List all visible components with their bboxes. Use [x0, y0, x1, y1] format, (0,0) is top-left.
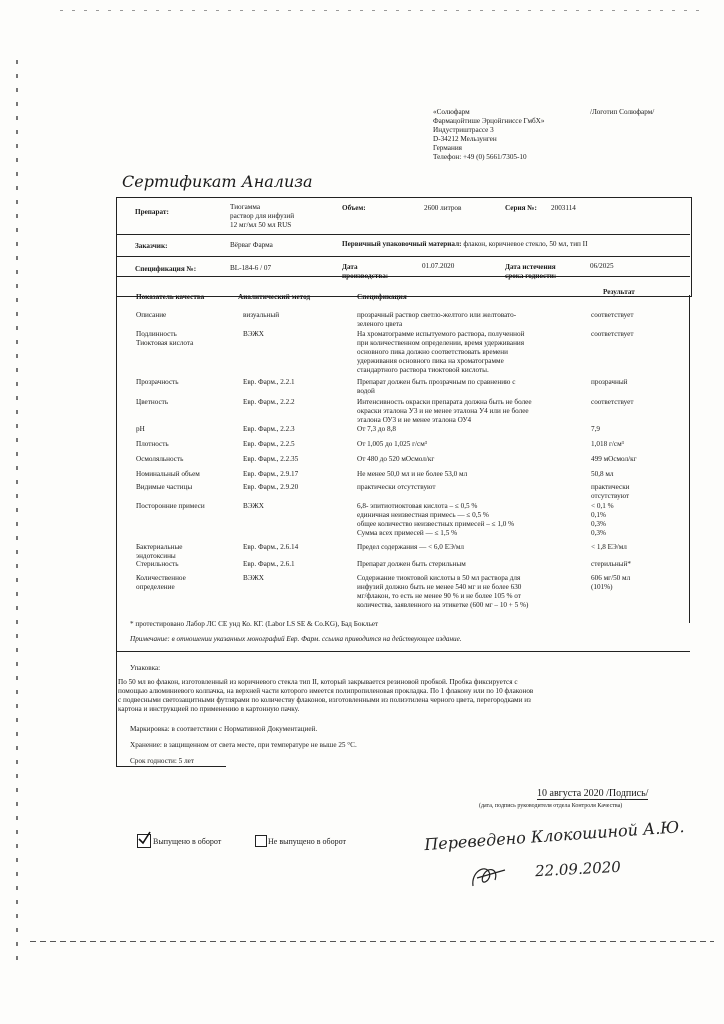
packaging-line: картона и инструкцией по применению в картонную пачку.	[118, 705, 300, 713]
product-label: Препарат:	[135, 208, 169, 216]
row-spec	[357, 378, 595, 396]
row-quality-line: Видимые частицы	[136, 483, 193, 491]
row-spec-line: удерживания основного пика на хроматограмме	[357, 357, 504, 365]
batch-value: 2003114	[551, 204, 576, 212]
row-result-line: соответствует	[591, 398, 634, 406]
row-quality	[136, 378, 236, 387]
row-result-line: 606 мг/50 мл	[591, 574, 631, 582]
row-quality-line: Осмоляльность	[136, 455, 184, 463]
row-quality-line: Бактериальные	[136, 543, 183, 551]
row-method: Евр. Фарм., 2.6.14	[243, 543, 299, 551]
row-method: Евр. Фарм., 2.6.1	[243, 560, 295, 568]
row-quality-line: определение	[136, 583, 175, 591]
row-method: Евр. Фарм., 2.2.5	[243, 440, 295, 448]
handwritten-signature-icon	[465, 858, 515, 894]
row-quality	[136, 574, 236, 592]
row-quality	[136, 470, 236, 479]
row-quality-line: Подлинность	[136, 330, 177, 338]
batch-label: Серия №:	[505, 204, 537, 212]
row-quality	[136, 311, 236, 320]
checkmark-icon	[137, 831, 151, 845]
col-result: Результат	[603, 288, 635, 296]
row-quality-line: Посторонние примеси	[136, 502, 205, 510]
logo-note: /Логотип Солюфарм/	[590, 108, 655, 116]
row-spec	[357, 330, 595, 375]
row-spec-line: при количественном определении, время удерживания	[357, 339, 525, 347]
document-title: Сертификат Анализа	[122, 172, 313, 191]
tested-by-note: * протестировано Лабор ЛС СЕ унд Ко. КГ. (Labor LS SE & Co.KG), Бад Бокльет	[130, 620, 379, 628]
signature-caption: (дата, подпись руководителя отдела Контроля Качества)	[479, 803, 623, 809]
row-result	[591, 378, 686, 387]
row-spec-line: Содержание тиоктовой кислоты в 50 мл раствора для	[357, 574, 521, 582]
row-result	[591, 440, 686, 449]
spec-label: Спецификация №:	[135, 265, 197, 273]
marking-text: Маркировка: в соответствии с Нормативной Документацией.	[130, 725, 318, 733]
row-result	[591, 574, 686, 592]
packaging-text	[118, 678, 690, 714]
row-quality	[136, 330, 236, 348]
released-label: Выпущено в оборот	[153, 837, 222, 846]
row-spec-line: 6,8- эпитиотиоктовая кислота – ≤ 0,5 %	[357, 502, 478, 510]
row-method: ВЭЖХ	[243, 330, 264, 338]
row-spec-line: Сумма всех примесей –– ≤ 1,5 %	[357, 529, 458, 537]
row-spec-line: Препарат должен быть прозрачным по сравнению с	[357, 378, 516, 386]
row-result-line: отсутствуют	[591, 492, 630, 500]
row-result	[591, 311, 686, 320]
row-spec-line: стандартного раствора тиоктовой кислоты.	[357, 366, 489, 374]
row-result-line: 50,8 мл	[591, 470, 614, 478]
row-spec	[357, 543, 595, 552]
released-checkbox[interactable]	[137, 834, 151, 848]
row-quality-line: Описание	[136, 311, 167, 319]
row-result-line: стерильный*	[591, 560, 631, 568]
header-divider	[116, 256, 690, 257]
volume-value: 2600 литров	[424, 204, 462, 212]
row-spec	[357, 574, 595, 610]
table-border-left	[116, 295, 117, 767]
expiry-value: 06/2025	[590, 262, 614, 270]
manufacturer-label: Заказчик:	[135, 242, 168, 250]
company-street: Индустриштрассе 3	[433, 126, 494, 134]
company-city: D-34212 Мельзунген	[433, 135, 497, 143]
scan-artifact-bottom	[30, 941, 714, 942]
product-line: раствор для инфузий	[230, 212, 295, 220]
row-result	[591, 425, 686, 434]
row-result	[591, 455, 686, 464]
packaging-line: с подвесными светозащитными футлярами по количеству флаконов, изготовленными из полиэтилена черного цвета, перегородками из	[118, 696, 531, 704]
row-spec-line: прозрачный раствор светло-желтого или желтовато-	[357, 311, 517, 319]
shelf-life-text: Срок годности: 5 лет	[130, 757, 194, 765]
company-country: Германия	[433, 144, 462, 152]
row-spec-line: инфузий должно быть не менее 540 мг и не более 630	[357, 583, 522, 591]
row-result	[591, 398, 686, 407]
row-spec-line: количества, заявленного на этикетке (600 мг – 10 + 5 %)	[357, 601, 529, 609]
date-prod-label-2: производства:	[342, 272, 389, 280]
packaging-line: помощью алюминиевого колпачка, на верхней части которого имеется полипропиленовая прокладка. По 1 флакону или по 10 флаконов	[118, 687, 534, 695]
date-prod-label	[342, 263, 388, 281]
remark-note: Примечание: в отношении указанных монографий Евр. Фарм. ссылка приводится на действующее издание.	[130, 635, 462, 643]
scan-artifact-left	[16, 60, 18, 960]
row-result-line: 1,018 г/см³	[591, 440, 624, 448]
expiry-label-2: срока годности:	[505, 272, 557, 280]
expiry-label-1: Дата истечения	[505, 263, 556, 271]
row-spec-line: общее количество неизвестных примесей – ≤ 1,0 %	[357, 520, 515, 528]
row-spec-line: водой	[357, 387, 375, 395]
row-spec-line: На хроматограмме испытуемого раствора, полученной	[357, 330, 525, 338]
row-method: Евр. Фарм., 2.2.2	[243, 398, 295, 406]
row-spec	[357, 425, 595, 434]
row-spec-line: окраски эталона У3 и не менее эталона У4 или не более	[357, 407, 529, 415]
row-spec	[357, 311, 595, 329]
row-spec-line: зеленого цвета	[357, 320, 403, 328]
col-quality: Показатель качества	[136, 293, 205, 301]
table-border-right	[689, 295, 690, 623]
manufacturer-value: Вёрваг Фарма	[230, 241, 273, 249]
row-quality	[136, 560, 236, 569]
primary-pack-value: флакон, коричневое стекло, 50 мл, тип II	[463, 240, 588, 248]
packaging-label: Упаковка:	[130, 664, 161, 672]
signature-date-line	[537, 788, 648, 799]
primary-pack-label: Первичный упаковочный материал:	[342, 240, 462, 248]
row-quality	[136, 425, 236, 434]
primary-pack	[342, 240, 587, 249]
row-spec	[357, 560, 595, 569]
header-divider	[116, 234, 690, 235]
col-method: Аналитический метод	[238, 293, 311, 301]
row-quality-line: Цветность	[136, 398, 169, 406]
not-released-label: Не выпущено в оборот	[268, 837, 346, 846]
row-spec	[357, 455, 595, 464]
row-result	[591, 330, 686, 339]
row-quality-line: pH	[136, 425, 145, 433]
company-name: «Солюфарм	[433, 108, 470, 116]
packaging-line: По 50 мл во флакон, изготовленный из коричневого стекла тип II, который закрывается резиновой пробкой. Пробка фиксируется с	[118, 678, 518, 686]
row-spec-line: Не менее 50,0 мл и не более 53,0 мл	[357, 470, 468, 478]
expiry-label	[505, 263, 556, 281]
row-spec	[357, 502, 595, 538]
row-method: ВЭЖХ	[243, 574, 264, 582]
volume-label: Объем:	[342, 204, 366, 212]
row-spec-line: От 480 до 520 мОсмол/кг	[357, 455, 435, 463]
date-prod-value: 01.07.2020	[422, 262, 455, 270]
row-quality	[136, 455, 236, 464]
row-spec-line: эталона ОУ3 и не менее эталона ОУ4	[357, 416, 472, 424]
company-address	[433, 108, 544, 162]
storage-text: Хранение: в защищенном от света месте, при температуре не выше 25 °C.	[130, 741, 357, 749]
date-prod-label-1: Дата	[342, 263, 358, 271]
row-result	[591, 543, 686, 552]
row-quality-line: эндотоксины	[136, 552, 176, 560]
row-spec	[357, 398, 595, 425]
col-spec: Спецификация	[357, 293, 407, 301]
row-quality-line: Тиоктовая кислота	[136, 339, 194, 347]
row-result	[591, 483, 686, 501]
row-spec-line: От 7,3 до 8,8	[357, 425, 396, 433]
scan-artifact-top	[60, 10, 700, 11]
signature-date-text: 10 августа 2020 /Подпись/	[537, 788, 649, 799]
row-result-line: 0,1%	[591, 511, 606, 519]
row-quality-line: Стерильность	[136, 560, 179, 568]
row-method: Евр. Фарм., 2.2.3	[243, 425, 295, 433]
row-method: ВЭЖХ	[243, 502, 264, 510]
product-line: 12 мг/мл 50 мл RUS	[230, 221, 292, 229]
row-result-line: 499 мОсмол/кг	[591, 455, 637, 463]
handwritten-date: 22.09.2020	[534, 857, 622, 881]
row-spec-line: Интенсивность окраски препарата должна быть не более	[357, 398, 532, 406]
row-spec	[357, 483, 595, 492]
notes-divider	[116, 651, 690, 652]
row-result	[591, 502, 686, 538]
row-result-line: соответствует	[591, 330, 634, 338]
handwritten-translator-note: Переведено Клокошиной А.Ю.	[423, 816, 685, 855]
row-quality	[136, 483, 236, 492]
row-method: Евр. Фарм., 2.2.1	[243, 378, 295, 386]
row-method: Евр. Фарм., 2.9.17	[243, 470, 299, 478]
row-quality-line: Номинальный объем	[136, 470, 200, 478]
row-result-line: (101%)	[591, 583, 613, 591]
row-spec-line: практически отсутствуют	[357, 483, 436, 491]
row-quality	[136, 502, 236, 511]
row-result-line: 7,9	[591, 425, 600, 433]
table-border-bottom	[116, 766, 226, 767]
row-quality	[136, 543, 236, 561]
product-name	[230, 203, 294, 230]
row-result-line: < 1,8 ЕЭ/мл	[591, 543, 627, 551]
row-spec-line: Препарат должен быть стерильным	[357, 560, 466, 568]
row-result-line: соответствует	[591, 311, 634, 319]
row-result-line: 0,3%	[591, 520, 606, 528]
row-quality-line: Прозрачность	[136, 378, 179, 386]
row-result	[591, 560, 686, 569]
row-result-line: 0,3%	[591, 529, 606, 537]
spec-value: BL-184-6 / 07	[230, 264, 272, 272]
row-spec-line: Предел содержания — < 6,0 ЕЭ/мл	[357, 543, 464, 551]
row-result	[591, 470, 686, 479]
company-phone: Телефон: +49 (0) 5661/7305-10	[433, 153, 527, 161]
row-result-line: практически	[591, 483, 630, 491]
row-method: визуальный	[243, 311, 280, 319]
row-quality-line: Плотность	[136, 440, 169, 448]
header-divider	[116, 276, 690, 277]
row-method: Евр. Фарм., 2.2.35	[243, 455, 299, 463]
row-quality-line: Количественное	[136, 574, 186, 582]
row-spec-line: основного пика должно соответствовать времени	[357, 348, 508, 356]
not-released-checkbox[interactable]	[255, 835, 267, 847]
row-spec	[357, 470, 595, 479]
row-quality	[136, 398, 236, 407]
row-spec-line: мг/флакон, то есть не менее 90 % и не более 105 % от	[357, 592, 521, 600]
product-line: Тиогамма	[230, 203, 261, 211]
row-result-line: прозрачный	[591, 378, 628, 386]
company-full-name: Фармацойтише Эрцойгниссе ГмбХ»	[433, 117, 545, 125]
row-spec	[357, 440, 595, 449]
row-spec-line: единичная неизвестная примесь –– ≤ 0,5 %	[357, 511, 489, 519]
row-spec-line: От 1,005 до 1,025 г/см³	[357, 440, 427, 448]
row-result-line: < 0,1 %	[591, 502, 614, 510]
row-method: Евр. Фарм., 2.9.20	[243, 483, 299, 491]
row-quality	[136, 440, 236, 449]
